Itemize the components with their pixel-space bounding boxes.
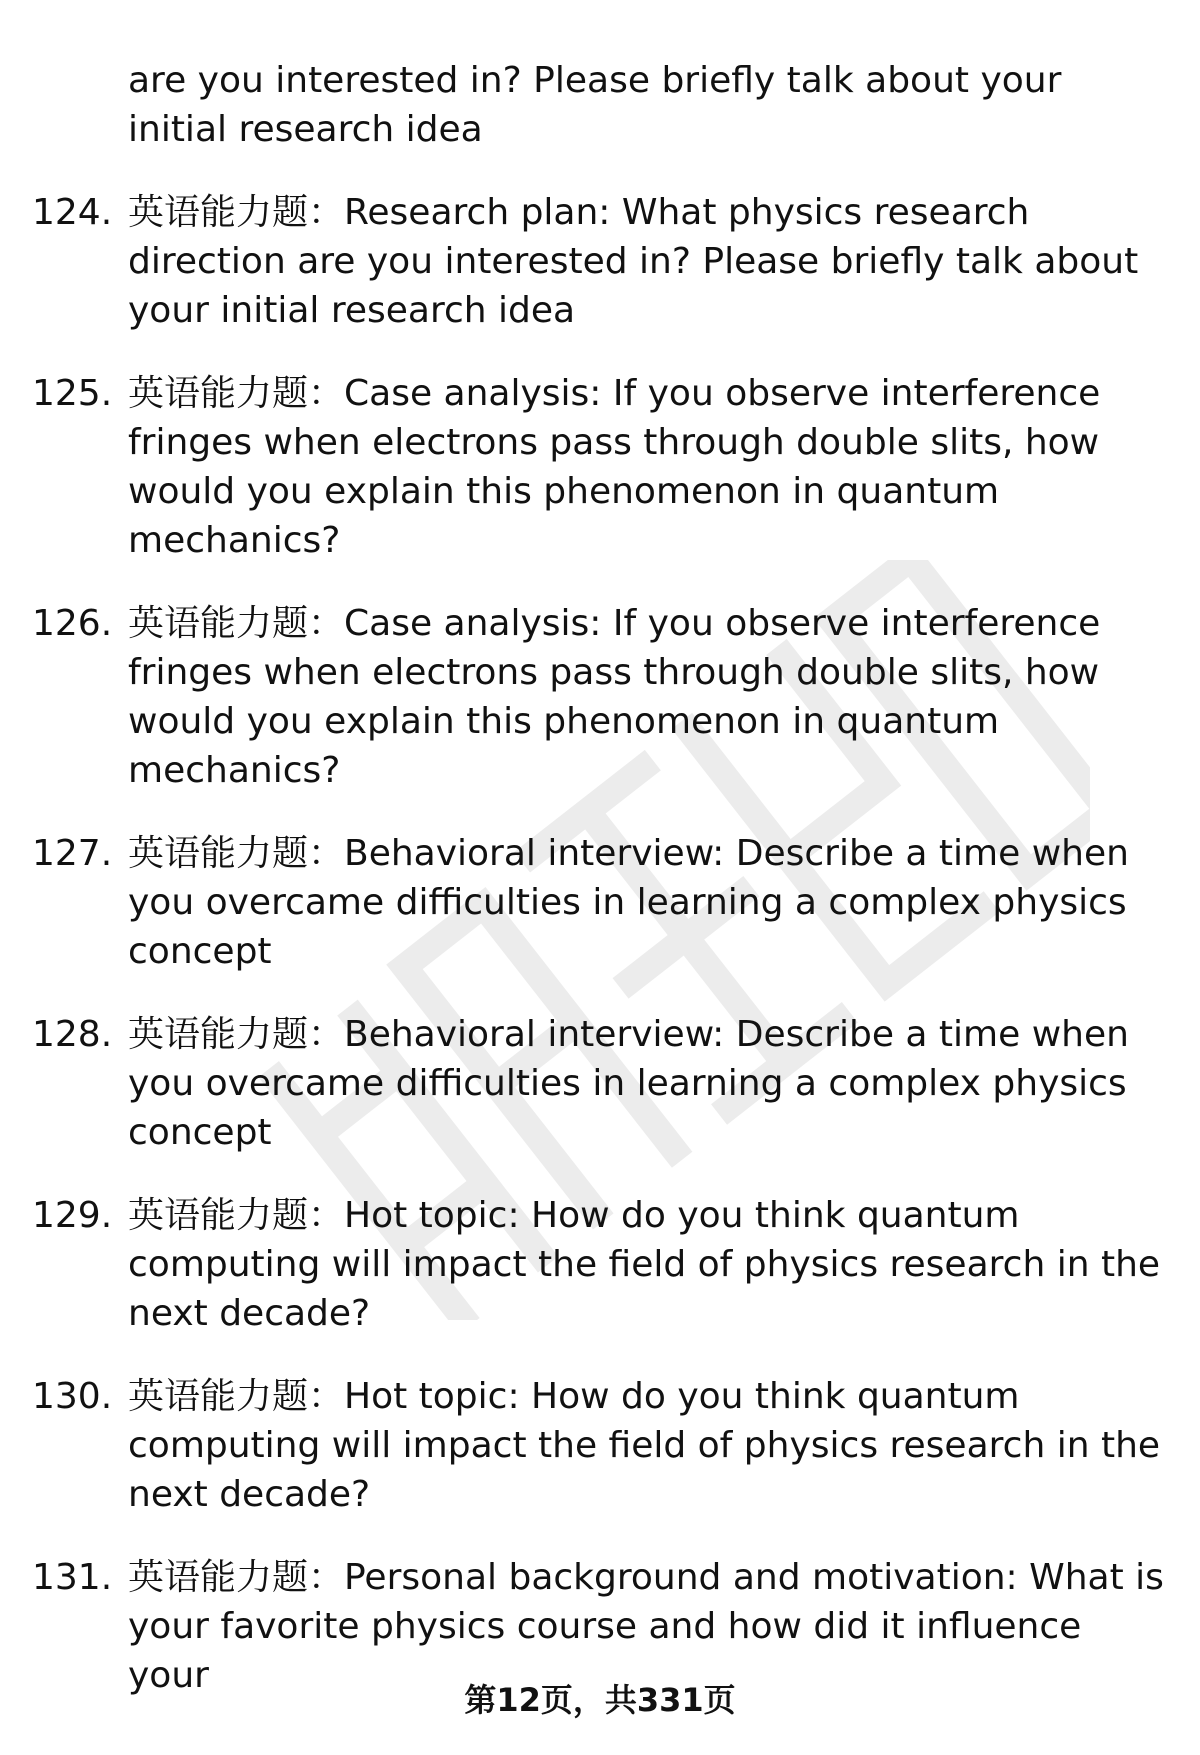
item-number: 127. <box>32 833 113 874</box>
list-item <box>0 1372 1200 1519</box>
list-item <box>0 829 1200 976</box>
item-text: 英语能力题：Case analysis: If you observe interference fringes when electrons pass through double slits, how would you explain this phenomenon in quantum mechanics? <box>128 373 1101 561</box>
item-number: 129. <box>32 1195 113 1236</box>
item-text: 英语能力题：Personal background and motivation: What is your favorite physics course and how did it influence your <box>128 1557 1164 1696</box>
item-number: 130. <box>32 1376 113 1417</box>
list-item <box>0 1010 1200 1157</box>
item-number: 124. <box>32 192 113 233</box>
item-text: 英语能力题：Hot topic: How do you think quantum computing will impact the field of physics research in the next decade? <box>128 1376 1161 1515</box>
item-number: 131. <box>32 1557 113 1598</box>
item-number: 128. <box>32 1014 113 1055</box>
item-text: 英语能力题：Research plan: What physics research direction are you interested in? Please briefly talk about your initial research idea <box>128 192 1139 331</box>
list-item <box>0 188 1200 335</box>
page-footer: 第12页，共331页 <box>464 1681 736 1719</box>
item-text: 英语能力题：Behavioral interview: Describe a time when you overcame difficulties in learning a complex physics concept <box>128 1014 1129 1153</box>
item-number: 125. <box>32 373 113 414</box>
item-text: 英语能力题：Case analysis: If you observe interference fringes when electrons pass through double slits, how would you explain this phenomenon in quantum mechanics? <box>128 603 1101 791</box>
list-item <box>0 369 1200 565</box>
item-number: 126. <box>32 603 113 644</box>
list-item <box>0 599 1200 795</box>
question-list <box>0 56 1200 1734</box>
list-item <box>0 1191 1200 1338</box>
continuation-text: are you interested in? Please briefly talk about your initial research idea <box>128 60 1062 150</box>
item-text: 英语能力题：Behavioral interview: Describe a time when you overcame difficulties in learning a complex physics concept <box>128 833 1129 972</box>
item-text: 英语能力题：Hot topic: How do you think quantum computing will impact the field of physics research in the next decade? <box>128 1195 1161 1334</box>
